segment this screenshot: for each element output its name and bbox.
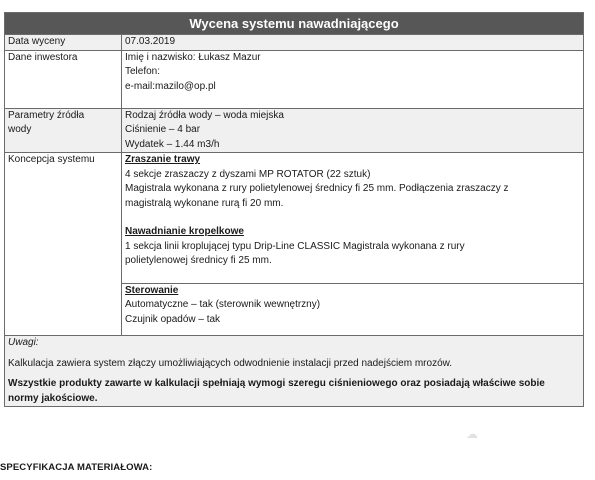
material-spec-heading: SPECYFIKACJA MATERIAŁOWA: <box>0 462 153 473</box>
water-source-label-line: Parametry źródła <box>8 109 85 121</box>
water-source-label-line: wody <box>8 124 32 135</box>
investor-email: e-mail:mazilo@op.pl <box>125 80 216 92</box>
investor-name: Imię i nazwisko: Łukasz Mazur <box>125 51 261 63</box>
investor-label: Dane inwestora <box>5 50 122 108</box>
date-row <box>5 35 584 51</box>
water-source-type: Rodzaj źródła wody – woda miejska <box>125 109 284 121</box>
watermark-icon: ☁ <box>466 427 478 441</box>
concept-label: Koncepcja systemu <box>5 153 122 336</box>
document-title: Wycena systemu nawadniającego <box>5 13 584 35</box>
quote-document <box>4 12 584 407</box>
sprinklers-heading: Zraszanie trawy <box>125 154 201 165</box>
quote-table <box>4 12 584 407</box>
notes-cell <box>5 336 584 407</box>
spacer <box>125 211 580 225</box>
title-row <box>5 13 584 35</box>
concept-irrigation <box>122 153 584 284</box>
control-heading: Sterowanie <box>125 284 179 296</box>
sprinklers-line: Magistrala wykonana z rury polietylenowej średnicy fi 25 mm. Podłączenia zraszaczy z <box>125 183 509 194</box>
concept-row-sprinklers <box>5 153 584 284</box>
sprinklers-line: 4 sekcje zraszaczy z dyszami MP ROTATOR (22 sztuk) <box>125 168 371 180</box>
drip-line: 1 sekcja linii kroplującej typu Drip-Line CLASSIC Magistrala wykonana z rury <box>125 240 465 252</box>
water-pressure: Ciśnienie – 4 bar <box>125 124 201 135</box>
water-source-row <box>5 108 584 153</box>
sprinklers-line: magistralą wykonane rurą fi 20 mm. <box>125 197 284 209</box>
notes-bold-line <box>8 377 580 406</box>
concept-control <box>122 283 584 336</box>
water-source-details <box>122 108 584 153</box>
investor-row <box>5 50 584 108</box>
spacer <box>125 269 580 283</box>
notes-label: Uwagi: <box>8 337 39 348</box>
notes-bold-text: Wszystkie produkty zawarte w kalkulacji spełniają wymogi szeregu ciśnieniowego oraz posiadają właściwe sobie <box>8 378 545 389</box>
date-label: Data wyceny <box>5 35 122 51</box>
notes-line: Kalkulacja zawiera system złączy umożliwiających odwodnienie instalacji przed nadejściem mrozów. <box>8 357 453 369</box>
notes-row <box>5 336 584 407</box>
control-line: Czujnik opadów – tak <box>125 313 221 325</box>
notes-bold-text: normy jakościowe. <box>8 392 98 404</box>
investor-details <box>122 50 584 108</box>
drip-line: polietylenowej średnicy fi 25 mm. <box>125 255 272 266</box>
water-flow: Wydatek – 1.44 m3/h <box>125 138 220 150</box>
date-value: 07.03.2019 <box>122 35 584 51</box>
control-line: Automatyczne – tak (sterownik wewnętrzny) <box>125 299 321 310</box>
drip-heading: Nawadnianie kropelkowe <box>125 226 244 237</box>
investor-phone: Telefon: <box>125 66 161 77</box>
water-source-label <box>5 108 122 153</box>
